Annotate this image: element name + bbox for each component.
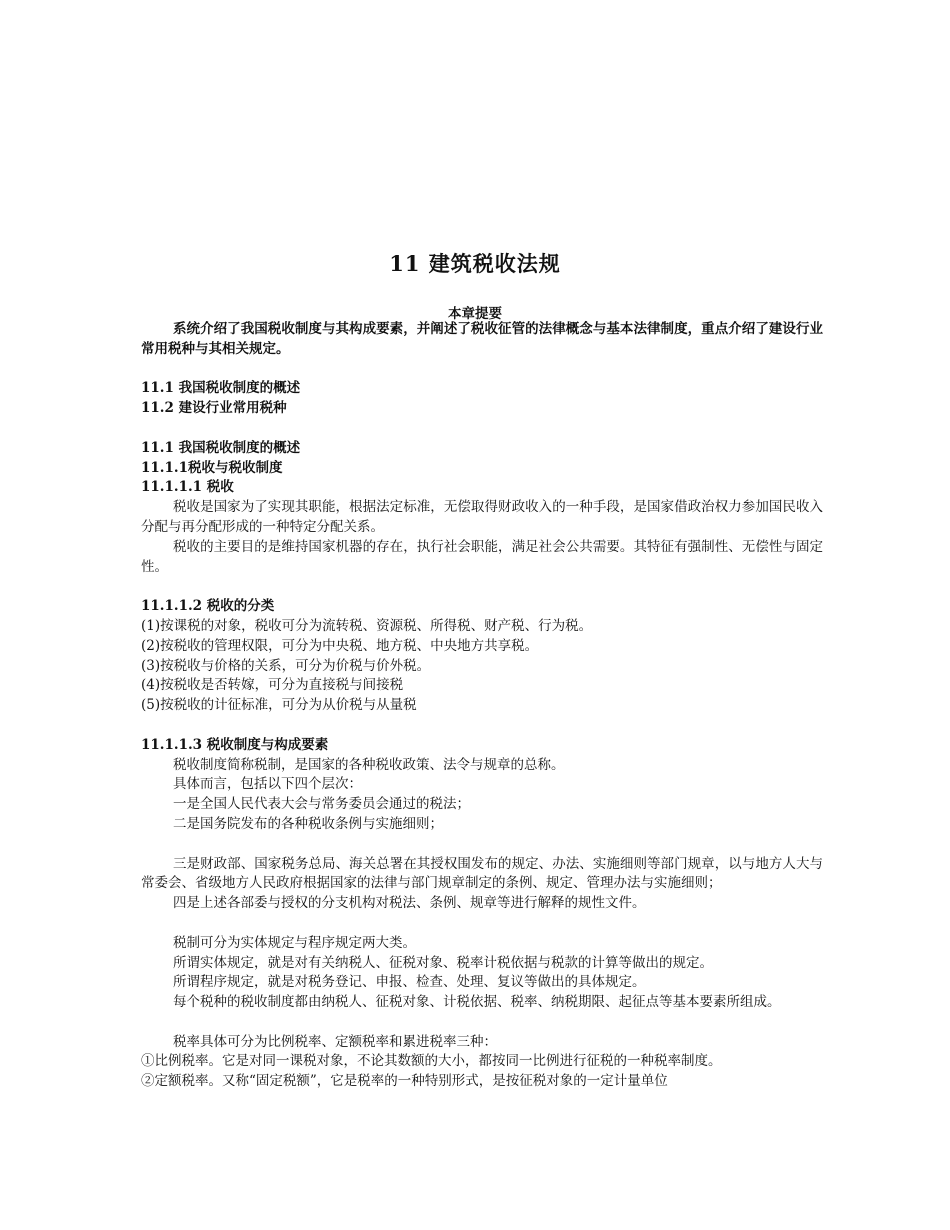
paragraph: 每个税种的税收制度都由纳税人、征税对象、计税依据、税率、纳税期限、起征点等基本要素所组成。 [173, 994, 781, 1011]
paragraph: 二是国务院发布的各种税收条例与实施细则； [173, 815, 443, 832]
list-item: ②定额税率。又称“固定税额”，它是税率的一种特别形式，是按征税对象的一定计量单位 [141, 1073, 668, 1090]
list-item: (1)按课税的对象，税收可分为流转税、资源税、所得税、财产税、行为税。 [141, 617, 593, 634]
subsubsection-heading: 11.1.1.2 税收的分类 [141, 598, 275, 615]
list-item: (2)按税收的管理权限，可分为中央税、地方税、中央地方共享税。 [141, 637, 539, 654]
chapter-title: 11 建筑税收法规 [389, 251, 561, 276]
paragraph: 具体而言，包括以下四个层次： [173, 776, 362, 793]
subsubsection-heading: 11.1.1.3 税收制度与构成要素 [141, 736, 329, 753]
paragraph: 所谓实体规定，就是对有关纳税人、征税对象、税率计税依据与税款的计算等做出的规定。 [173, 954, 713, 971]
toc-item: 11.2 建设行业常用税种 [141, 400, 287, 417]
abstract-heading: 本章提要 [448, 306, 502, 322]
list-item: (5)按税收的计征标准，可分为从价税与从量税 [141, 697, 417, 714]
paragraph: 税收是国家为了实现其职能，根据法定标准，无偿取得财政收入的一种手段，是国家借政治权力参加国民收入分配与再分配形成的一种特定分配关系。 [141, 499, 823, 535]
subsubsection-heading: 11.1.1.1 税收 [141, 479, 234, 496]
document-body [141, 320, 823, 1092]
toc-item: 11.1 我国税收制度的概述 [141, 380, 301, 397]
list-item: (3)按税收与价格的关系，可分为价税与价外税。 [141, 657, 431, 674]
abstract-text: 系统介绍了我国税收制度与其构成要素，并阐述了税收征管的法律概念与基本法律制度，重点介绍了建设行业常用税种与其相关规定。 [141, 321, 823, 357]
paragraph: 三是财政部、国家税务总局、海关总署在其授权围发布的规定、办法、实施细则等部门规章，以与地方人大与常委会、省级地方人民政府根据国家的法律与部门规章制定的条例、规定、管理办法与实施细则； [141, 855, 823, 892]
list-item: ①比例税率。它是对同一课税对象，不论其数额的大小，都按同一比例进行征税的一种税率制度。 [141, 1053, 722, 1070]
paragraph: 税率具体可分为比例税率、定额税率和累进税率三种： [173, 1033, 497, 1050]
paragraph: 税制可分为实体规定与程序规定两大类。 [173, 934, 416, 951]
section-heading: 11.1 我国税收制度的概述 [141, 439, 301, 456]
paragraph: 一是全国人民代表大会与常务委员会通过的税法； [173, 796, 470, 813]
paragraph: 税收的主要目的是维持国家机器的存在，执行社会职能，满足社会公共需要。其特征有强制性、无偿性与固定性。 [141, 538, 823, 575]
paragraph: 四是上述各部委与授权的分支机构对税法、条例、规章等进行解释的规性文件。 [173, 895, 646, 912]
paragraph: 税收制度简称税制，是国家的各种税收政策、法令与规章的总称。 [173, 756, 565, 773]
subsection-heading: 11.1.1税收与税收制度 [141, 459, 283, 476]
list-item: (4)按税收是否转嫁，可分为直接税与间接税 [141, 677, 404, 694]
paragraph: 所谓程序规定，就是对税务登记、申报、检查、处理、复议等做出的具体规定。 [173, 974, 646, 991]
